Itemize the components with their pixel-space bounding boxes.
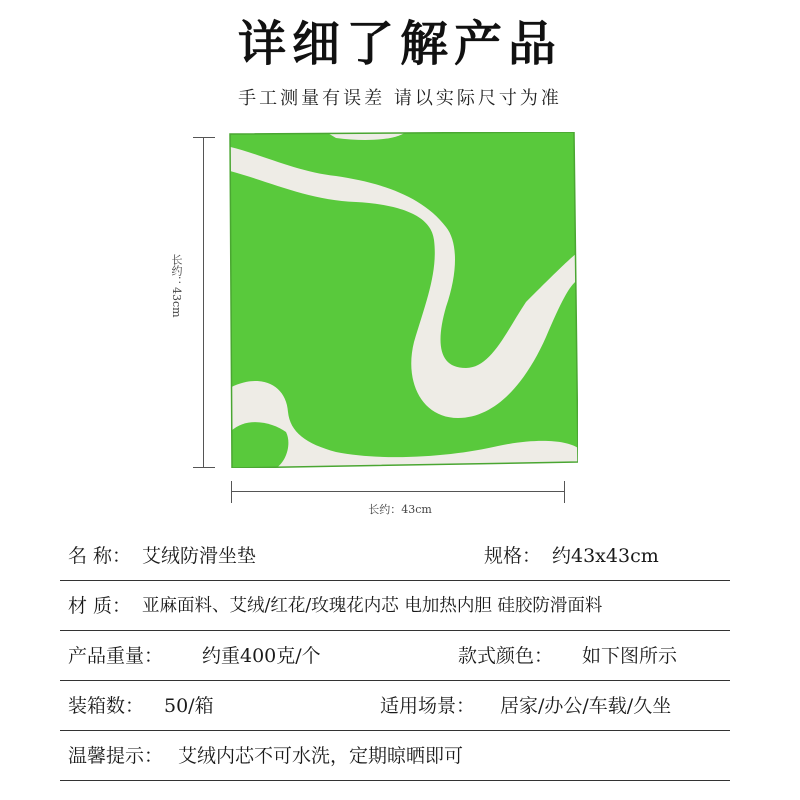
spec-label: 温馨提示：: [68, 745, 164, 767]
height-dimension-label: 长约：43cm: [170, 254, 183, 318]
spec-label: 材 质：: [68, 595, 132, 617]
measurement-note: 手工测量有误差 请以实际尺寸为准: [238, 88, 562, 109]
height-dimension-line: [203, 137, 204, 467]
spec-label: 产品重量：: [68, 645, 164, 667]
spec-value: 艾绒防滑坐垫: [142, 545, 257, 567]
spec-value: 如下图所示: [582, 645, 678, 667]
spec-row-tips: [60, 734, 730, 778]
green-lower-blob: [230, 422, 288, 468]
spec-row-material: [60, 584, 730, 628]
width-dimension-label: 长约：43cm: [368, 503, 432, 516]
spec-value: 居家/办公/车载/久坐: [500, 695, 672, 717]
spec-label: 名 称：: [68, 545, 132, 567]
spec-value: 50/箱: [164, 695, 214, 717]
spec-label: 款式颜色：: [458, 645, 554, 667]
spec-row-name: [60, 534, 730, 578]
spec-label: 适用场景：: [380, 695, 476, 717]
width-dimension-cap-left: [231, 481, 232, 503]
spec-value: 艾绒内芯不可水洗，定期晾晒即可: [178, 745, 464, 767]
spec-label: 装箱数：: [68, 695, 145, 717]
spec-value: 约43x43cm: [552, 545, 659, 567]
spec-label: 规格：: [484, 545, 542, 567]
spec-value: 亚麻面料、艾绒/红花/玫瑰花内芯 电加热内胆 硅胶防滑面料: [142, 596, 603, 616]
spec-row-weight: [60, 634, 730, 678]
width-dimension-line: [231, 491, 564, 492]
spec-row-packing: [60, 684, 730, 728]
divider: [60, 780, 730, 781]
height-dimension-cap-bottom: [193, 467, 215, 468]
divider: [60, 730, 730, 731]
divider: [60, 630, 730, 631]
page-title: 详细了解产品: [237, 16, 562, 72]
cushion-product-image: [226, 132, 578, 468]
spec-value: 约重400克/个: [202, 645, 321, 667]
width-dimension-cap-right: [564, 481, 565, 503]
height-dimension-cap-top: [193, 137, 215, 138]
divider: [60, 580, 730, 581]
divider: [60, 680, 730, 681]
